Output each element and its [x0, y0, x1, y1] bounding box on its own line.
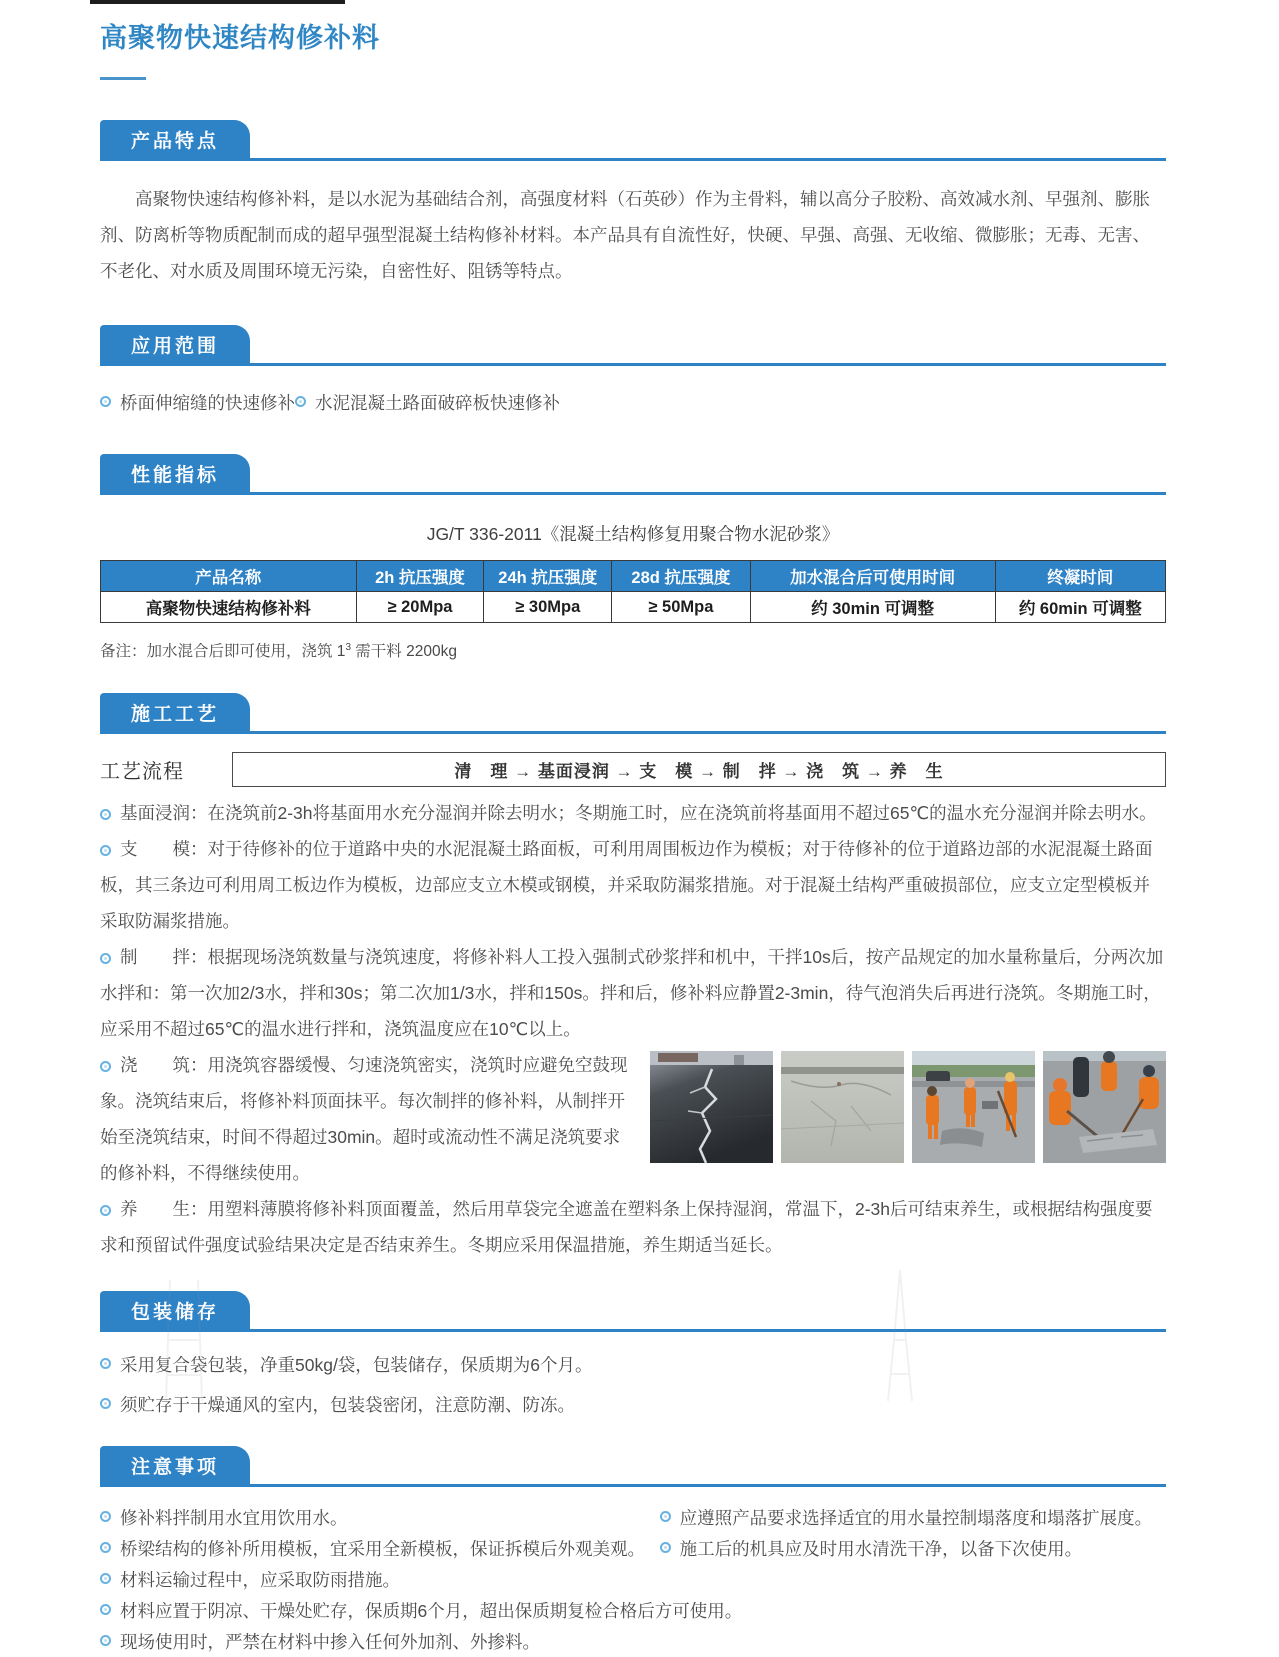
- packaging-item: [100, 1350, 1166, 1380]
- table-remark: [100, 639, 1166, 661]
- process-flow-box: 清 理 → 基面浸润 → 支 模 → 制 拌 → 浇 筑 → 养 生: [232, 752, 1166, 787]
- section-tab-features: 产品特点: [100, 120, 250, 158]
- packaging-item-label: 须贮存于干燥通风的室内，包装袋密闭，注意防潮、防冻。: [120, 1395, 575, 1415]
- section-header-notes: [100, 1446, 1166, 1487]
- circle-bullet-icon: [100, 953, 111, 964]
- step-text: 浇 筑：用浇筑容器缓慢、匀速浇筑密实，浇筑时应避免空鼓现象。浇筑结束后，将修补料顶面抹平。每次制拌的修补料，从制拌开始至浇筑结束，时间不得超过30min。超时或流动性不满足浇筑要求的修补料，不得继续使用。: [100, 1055, 628, 1183]
- circle-bullet-icon: [100, 1604, 111, 1615]
- standard-reference: JG/T 336-2011《混凝土结构修复用聚合物水泥砂浆》: [426, 524, 840, 544]
- step-mixing: [100, 939, 1166, 1047]
- process-flow-label: 工艺流程: [100, 761, 184, 783]
- circle-bullet-icon: [100, 1205, 111, 1216]
- circle-bullet-icon: [660, 1542, 671, 1553]
- title-underline: [100, 77, 146, 80]
- step-text: 支 模：对于待修补的位于道路中央的水泥混凝土路面板，可利用周围板边作为模板；对于待修补的位于道路边部的水泥混凝土路面板，其三条边可利用周工板边作为模板，边部应支立木模或钢模，并采取防漏浆措施。对于混凝土结构严重破损部位，应支立定型模板并采取防漏浆措施。: [100, 839, 1153, 931]
- bridge-tower-watermark: [140, 1280, 230, 1401]
- bridge-pylon-watermark: [860, 1270, 940, 1401]
- application-item: [100, 388, 295, 418]
- application-item: [295, 388, 560, 418]
- note-item: [660, 1503, 1166, 1533]
- step-text: 养 生：用塑料薄膜将修补料顶面覆盖，然后用草袋完全遮盖在塑料条上保持湿润，常温下，2-3h后可结束养生，或根据结构强度要求和预留试件强度试验结果决定是否结束养生。冬期应采用保温措施，养生期适当延长。: [100, 1199, 1153, 1255]
- photo-road-repair-workers: [912, 1051, 1035, 1163]
- table-remark-text: 备注：加水混合后即可使用，浇筑 1: [100, 643, 346, 660]
- section-tab-packaging: 包装储存: [100, 1291, 250, 1329]
- application-item-label: 桥面伸缩缝的快速修补: [120, 393, 295, 413]
- circle-bullet-icon: [100, 1358, 111, 1369]
- performance-table-cell: ≥ 30Mpa: [484, 592, 612, 623]
- note-item: [100, 1503, 660, 1533]
- step-formwork: [100, 831, 1166, 939]
- note-item-label: 桥梁结构的修补所用模板，宜采用全新模板，保证拆模后外观美观。: [120, 1539, 645, 1559]
- photo-pouring-repair-mortar: [1043, 1051, 1166, 1163]
- circle-bullet-icon: [100, 1398, 111, 1409]
- note-item-label: 修补料拌制用水宜用饮用水。: [120, 1508, 348, 1528]
- table-remark-suffix: 需干料 2200kg: [351, 643, 457, 660]
- performance-table-cell: 约 30min 可调整: [750, 592, 995, 623]
- circle-bullet-icon: [100, 1573, 111, 1584]
- step-text: 基面浸润：在浇筑前2-3h将基面用水充分湿润并除去明水；冬期施工时，应在浇筑前将基面用不超过65℃的温水充分湿润并除去明水。: [120, 803, 1157, 823]
- note-item: [100, 1534, 660, 1564]
- photo-cracked-dark-pavement: [650, 1051, 773, 1163]
- table-remark-superscript: 3: [345, 641, 351, 653]
- section-header-features: [100, 120, 1166, 161]
- packaging-item: [100, 1390, 1166, 1420]
- performance-table-header-cell: 产品名称: [101, 561, 357, 592]
- performance-table-header-row: [101, 561, 1166, 592]
- performance-table-cell: 约 60min 可调整: [995, 592, 1165, 623]
- circle-bullet-icon: [100, 845, 111, 856]
- process-flow-row: [100, 752, 1166, 787]
- section-header-packaging: [100, 1291, 1166, 1332]
- note-item-label: 材料应置于阴凉、干燥处贮存，保质期6个月，超出保质期复检合格后方可使用。: [120, 1601, 743, 1621]
- performance-table: [100, 560, 1166, 623]
- application-items: [100, 388, 1166, 418]
- photo-broken-concrete-slab: [781, 1051, 904, 1163]
- notes-grid: [100, 1503, 1166, 1564]
- note-item-label: 施工后的机具应及时用水清洗干净，以备下次使用。: [679, 1539, 1083, 1559]
- performance-table-header-cell: 2h 抗压强度: [356, 561, 484, 592]
- construction-steps: [100, 795, 1166, 1263]
- section-header-performance: [100, 454, 1166, 495]
- note-item-label: 应遵照产品要求选择适宜的用水量控制塌落度和塌落扩展度。: [679, 1508, 1153, 1528]
- performance-table-data-row: [101, 592, 1166, 623]
- note-item: [660, 1534, 1166, 1564]
- construction-photos: [650, 1051, 1166, 1163]
- step-text: 制 拌：根据现场浇筑数量与浇筑速度，将修补料人工投入强制式砂浆拌和机中，干拌10s后，按产品规定的加水量称量后，分两次加水拌和：第一次加2/3水，拌和30s；第二次加1/3水，拌和150s。拌和后，修补料应静置2-3min，待气泡消失后再进行浇筑。冬期施工时，应采用不超过65℃的温水进行拌和，浇筑温度应在10℃以上。: [100, 947, 1164, 1039]
- section-tab-notes: 注意事项: [100, 1446, 250, 1484]
- features-paragraph: 高聚物快速结构修补料，是以水泥为基础结合剂，高强度材料（石英砂）作为主骨料，辅以高分子胶粉、高效减水剂、早强剂、膨胀剂、防离析等物质配制而成的超早强型混凝土结构修补材料。本产品具有自流性好，快硬、早强、高强、无收缩、微膨胀；无毒、无害、不老化、对水质及周围环境无污染，自密性好、阻锈等特点。: [100, 189, 1150, 281]
- circle-bullet-icon: [100, 1542, 111, 1553]
- circle-bullet-icon: [100, 1511, 111, 1522]
- note-item-label: 材料运输过程中，应采取防雨措施。: [120, 1570, 400, 1590]
- performance-table-header-cell: 加水混合后可使用时间: [750, 561, 995, 592]
- performance-table-header-cell: 终凝时间: [995, 561, 1165, 592]
- circle-bullet-icon: [660, 1511, 671, 1522]
- section-tab-application: 应用范围: [100, 325, 250, 363]
- page-title: 高聚物快速结构修补料: [100, 23, 380, 53]
- performance-table-header-cell: 28d 抗压强度: [612, 561, 750, 592]
- step-surface-wetting: [100, 795, 1166, 831]
- step-curing: [100, 1191, 1166, 1263]
- circle-bullet-icon: [100, 1061, 111, 1072]
- note-item-label: 现场使用时，严禁在材料中掺入任何外加剂、外掺料。: [120, 1632, 540, 1652]
- packaging-items: [100, 1350, 1166, 1420]
- performance-table-header-cell: 24h 抗压强度: [484, 561, 612, 592]
- note-item: [100, 1565, 1166, 1595]
- section-header-application: [100, 325, 1166, 366]
- performance-table-cell: ≥ 20Mpa: [356, 592, 484, 623]
- performance-table-cell: 高聚物快速结构修补料: [101, 592, 357, 623]
- section-header-construction: [100, 693, 1166, 734]
- packaging-item-label: 采用复合袋包装，净重50kg/袋，包装储存，保质期为6个月。: [120, 1355, 593, 1375]
- note-item: [100, 1596, 1166, 1626]
- section-tab-construction: 施工工艺: [100, 693, 250, 731]
- notes-full-width: [100, 1565, 1166, 1657]
- circle-bullet-icon: [100, 396, 111, 407]
- circle-bullet-icon: [100, 1635, 111, 1646]
- section-tab-performance: 性能指标: [100, 454, 250, 492]
- note-item: [100, 1627, 1166, 1657]
- circle-bullet-icon: [100, 809, 111, 820]
- circle-bullet-icon: [295, 396, 306, 407]
- application-item-label: 水泥混凝土路面破碎板快速修补: [315, 393, 560, 413]
- performance-table-cell: ≥ 50Mpa: [612, 592, 750, 623]
